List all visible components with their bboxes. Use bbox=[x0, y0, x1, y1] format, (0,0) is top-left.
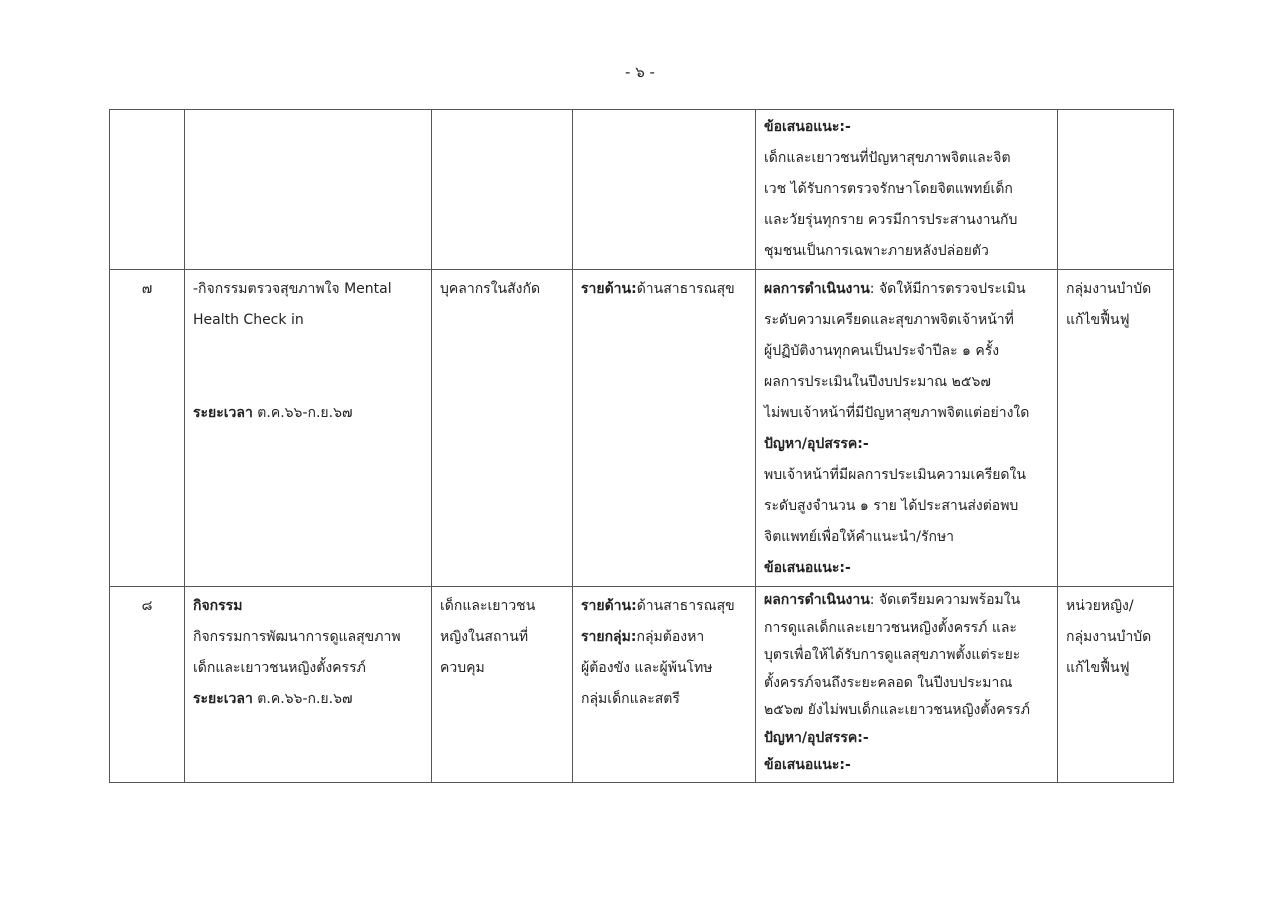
text-line bbox=[764, 336, 1049, 367]
period-line bbox=[193, 684, 423, 715]
line-text: ระดับสูงจำนวน ๑ ราย ได้ประสานส่งต่อพบ bbox=[764, 498, 1019, 514]
page-number: - ๖ - bbox=[625, 63, 655, 81]
dimension-cell bbox=[573, 110, 756, 270]
line-text: Health Check in bbox=[193, 312, 304, 328]
table-row bbox=[110, 270, 1174, 587]
line-text: เด็กและเยาวชนหญิงตั้งครรภ์ bbox=[193, 660, 366, 676]
text-line bbox=[764, 615, 1049, 643]
line-text: ด้านสาธารณสุข bbox=[636, 281, 735, 297]
bold-label: รายกลุ่ม: bbox=[581, 629, 637, 645]
text-line bbox=[764, 752, 1049, 780]
dimension-cell bbox=[573, 270, 756, 587]
text-line bbox=[193, 274, 423, 305]
text-line bbox=[193, 591, 423, 622]
responsible-cell bbox=[1058, 270, 1174, 587]
bold-label: ปัญหา/อุปสรรค:- bbox=[764, 729, 869, 746]
line-text: กลุ่มต้องหา bbox=[636, 629, 705, 645]
line-text: หน่วยหญิง/ bbox=[1066, 598, 1134, 614]
text-line bbox=[764, 429, 1049, 460]
line-text: ระดับความเครียดและสุขภาพจิตเจ้าหน้าที่ bbox=[764, 312, 1014, 328]
text-line bbox=[1066, 591, 1165, 622]
text-line bbox=[193, 305, 423, 336]
text-line bbox=[764, 398, 1049, 429]
text-line bbox=[764, 697, 1049, 725]
target-cell bbox=[432, 110, 573, 270]
line-text: กลุ่มเด็กและสตรี bbox=[581, 691, 680, 707]
text-line bbox=[581, 591, 747, 622]
line-text: : จัดให้มีการตรวจประเมิน bbox=[869, 281, 1026, 297]
text-line bbox=[440, 591, 564, 622]
line-text: บุคลากรในสังกัด bbox=[440, 281, 541, 297]
text-line bbox=[764, 587, 1049, 615]
line-text: ควบคุม bbox=[440, 660, 485, 676]
detail-cell bbox=[756, 270, 1058, 587]
bold-label: รายด้าน: bbox=[581, 281, 637, 297]
text-line bbox=[764, 274, 1049, 305]
activity-cell bbox=[185, 587, 432, 783]
responsible-cell bbox=[1058, 110, 1174, 270]
dimension-cell bbox=[573, 587, 756, 783]
activity-lines bbox=[193, 591, 423, 684]
line-text: แก้ไขฟื้นฟู bbox=[1066, 660, 1130, 676]
row-number-cell: ๘ bbox=[110, 587, 185, 783]
line-text: แก้ไขฟื้นฟู bbox=[1066, 312, 1130, 328]
text-line bbox=[764, 642, 1049, 670]
text-line bbox=[1066, 653, 1165, 684]
text-line bbox=[193, 653, 423, 684]
text-line bbox=[764, 670, 1049, 698]
line-text: บุตรเพื่อให้ได้รับการดูแลสุขภาพตั้งแต่ระยะ bbox=[764, 647, 1021, 663]
line-text: เวช ได้รับการตรวจรักษาโดยจิตแพทย์เด็ก bbox=[764, 181, 1013, 197]
line-text: ตั้งครรภ์จนถึงระยะคลอด ในปีงบประมาณ bbox=[764, 674, 1013, 691]
text-line bbox=[764, 236, 1049, 267]
line-text: และวัยรุ่นทุกราย ควรมีการประสานงานกับ bbox=[764, 212, 1018, 228]
line-text: ไม่พบเจ้าหน้าที่มีปัญหาสุขภาพจิตแต่อย่างใด bbox=[764, 405, 1030, 421]
line-text: : จัดเตรียมความพร้อมใน bbox=[869, 592, 1021, 608]
period-value: ต.ค.๖๖-ก.ย.๖๗ bbox=[252, 405, 353, 421]
period-label: ระยะเวลา bbox=[193, 405, 253, 421]
activity-cell bbox=[185, 270, 432, 587]
text-line bbox=[581, 684, 747, 715]
text-line bbox=[764, 143, 1049, 174]
detail-cell bbox=[756, 587, 1058, 783]
bold-label: ข้อเสนอแนะ:- bbox=[764, 757, 851, 773]
activity-lines bbox=[193, 274, 423, 336]
target-cell bbox=[432, 587, 573, 783]
text-line bbox=[764, 553, 1049, 584]
line-text: ผู้ปฏิบัติงานทุกคนเป็นประจำปีละ ๑ ครั้ง bbox=[764, 343, 1000, 359]
text-line bbox=[764, 522, 1049, 553]
text-line bbox=[581, 622, 747, 653]
activity-cell bbox=[185, 110, 432, 270]
text-line bbox=[764, 367, 1049, 398]
line-text: ผลการประเมินในปีงบประมาณ ๒๕๖๗ bbox=[764, 374, 991, 390]
text-line bbox=[764, 725, 1049, 753]
row-number-cell bbox=[110, 110, 185, 270]
line-text: กิจกรรมการพัฒนาการดูแลสุขภาพ bbox=[193, 629, 401, 645]
text-line bbox=[764, 174, 1049, 205]
table-row bbox=[110, 110, 1174, 270]
period-label: ระยะเวลา bbox=[193, 691, 253, 707]
line-text: จิตแพทย์เพื่อให้คำแนะนำ/รักษา bbox=[764, 529, 955, 545]
text-line bbox=[440, 653, 564, 684]
bold-label: ผลการดำเนินงาน bbox=[764, 592, 870, 608]
text-line bbox=[1066, 622, 1165, 653]
text-line bbox=[440, 274, 564, 305]
bold-label: ผลการดำเนินงาน bbox=[764, 281, 870, 297]
text-line bbox=[581, 274, 747, 305]
text-line bbox=[581, 653, 747, 684]
report-table bbox=[109, 109, 1174, 783]
text-line bbox=[1066, 274, 1165, 305]
line-text: การดูแลเด็กและเยาวชนหญิงตั้งครรภ์ และ bbox=[764, 619, 1017, 636]
line-text: กลุ่มงานบำบัด bbox=[1066, 281, 1152, 297]
line-text: กลุ่มงานบำบัด bbox=[1066, 629, 1152, 645]
period-line bbox=[193, 398, 423, 429]
text-line bbox=[764, 460, 1049, 491]
line-text: เด็กและเยาวชน bbox=[440, 598, 536, 614]
bold-label: ข้อเสนอแนะ:- bbox=[764, 560, 851, 576]
text-line bbox=[440, 622, 564, 653]
period-value: ต.ค.๖๖-ก.ย.๖๗ bbox=[252, 691, 353, 707]
text-line bbox=[764, 491, 1049, 522]
text-line bbox=[764, 305, 1049, 336]
table-row bbox=[110, 587, 1174, 783]
text-line bbox=[764, 112, 1049, 143]
line-text: เด็กและเยาวชนที่ปัญหาสุขภาพจิตและจิต bbox=[764, 150, 1011, 166]
line-text: ผู้ต้องขัง และผู้พ้นโทษ bbox=[581, 660, 713, 676]
row-number-cell: ๗ bbox=[110, 270, 185, 587]
line-text: พบเจ้าหน้าที่มีผลการประเมินความเครียดใน bbox=[764, 467, 1026, 483]
text-line bbox=[193, 622, 423, 653]
line-text: หญิงในสถานที่ bbox=[440, 629, 529, 645]
responsible-cell bbox=[1058, 587, 1174, 783]
text-line bbox=[1066, 305, 1165, 336]
line-text: ด้านสาธารณสุข bbox=[636, 598, 735, 614]
target-cell bbox=[432, 270, 573, 587]
line-text: -กิจกรรมตรวจสุขภาพใจ Mental bbox=[193, 281, 392, 297]
bold-label: ข้อเสนอแนะ:- bbox=[764, 119, 851, 135]
bold-label: กิจกรรม bbox=[193, 598, 243, 614]
bold-label: รายด้าน: bbox=[581, 598, 637, 614]
text-line bbox=[764, 205, 1049, 236]
line-text: ๒๕๖๗ ยังไม่พบเด็กและเยาวชนหญิงตั้งครรภ์ bbox=[764, 702, 1030, 718]
detail-cell bbox=[756, 110, 1058, 270]
bold-label: ปัญหา/อุปสรรค:- bbox=[764, 436, 869, 452]
line-text: ชุมชนเป็นการเฉพาะภายหลังปล่อยตัว bbox=[764, 243, 989, 259]
